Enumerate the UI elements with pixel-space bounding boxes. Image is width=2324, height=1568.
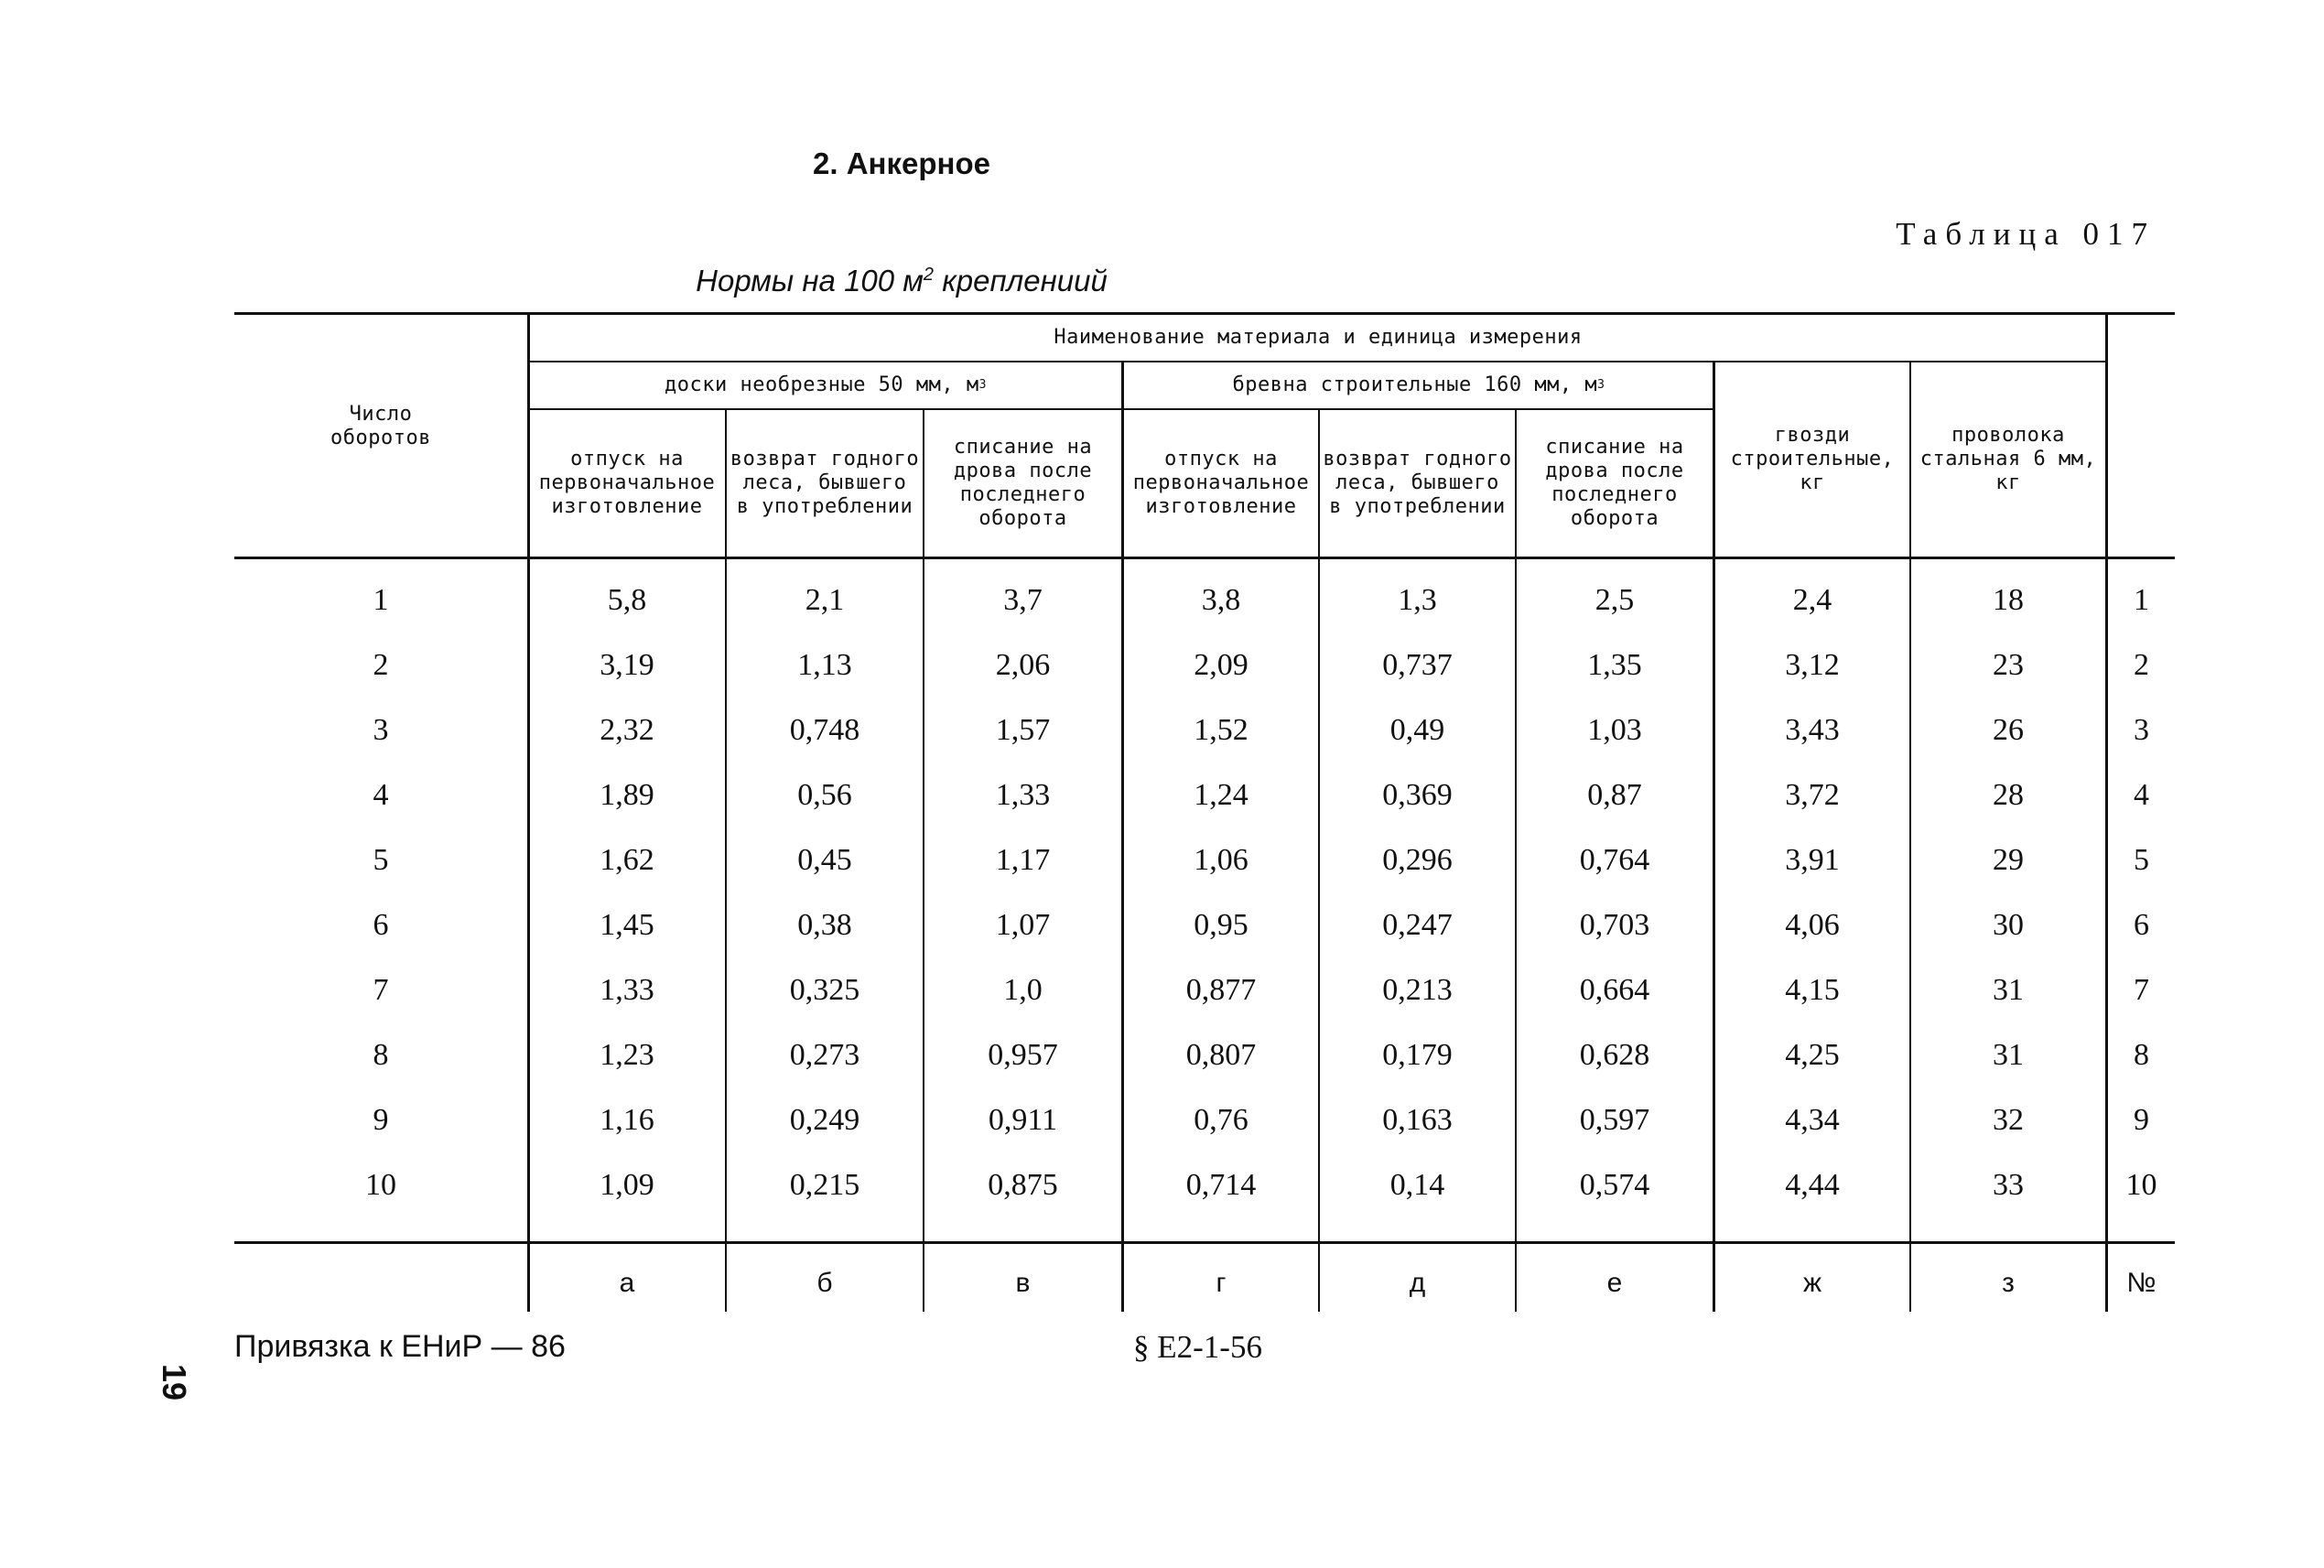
cell-a: 1,62 [600,843,654,877]
cell-zh: 3,12 [1785,648,1840,682]
cell-turns: 4 [373,778,389,812]
cell-b: 0,38 [797,908,852,942]
header-boards-group-unit: 3 [978,378,987,392]
cell-no: 1 [2134,583,2149,617]
cell-g: 0,714 [1185,1168,1257,1202]
header-col-b: возврат годного леса, бывшего в употреблении [730,448,920,518]
header-turns: Число оборотов [330,403,431,449]
cell-a: 1,45 [600,908,654,942]
cell-turns: 9 [373,1103,389,1137]
cell-z: 18 [1993,583,2024,617]
cell-no: 4 [2134,778,2149,812]
cell-no: 9 [2134,1103,2149,1137]
cell-b: 0,748 [789,713,860,747]
cell-zh: 3,43 [1785,713,1840,747]
cell-g: 0,807 [1185,1038,1257,1072]
cell-v: 2,06 [995,648,1051,682]
cell-z: 32 [1993,1103,2024,1137]
cell-turns: 8 [373,1038,389,1072]
cell-no: 6 [2134,908,2149,942]
body-bottom-rule [234,1241,2175,1244]
header-logs-group-unit: 3 [1597,378,1605,392]
header-col-zh: гвозди строительные, кг [1730,424,1895,494]
column-letter-v: в [1015,1268,1031,1298]
cell-z: 23 [1993,648,2024,682]
page-number: 19 [156,1363,193,1401]
column-letter-d: д [1409,1268,1426,1298]
header-logs-group [1123,362,1714,408]
cell-no: 8 [2134,1038,2149,1072]
cell-turns: 2 [373,648,389,682]
cell-v: 0,957 [988,1038,1058,1072]
norms-title-sup: 2 [923,265,935,285]
cell-v: 1,57 [995,713,1051,747]
cell-e: 1,35 [1587,648,1642,682]
cell-e: 2,5 [1594,583,1635,617]
cell-a: 3,19 [600,648,654,682]
cell-g: 1,52 [1194,713,1248,747]
column-letter-b: б [816,1268,833,1298]
cell-zh: 4,25 [1785,1038,1840,1072]
cell-no: 3 [2134,713,2149,747]
cell-v: 1,17 [995,843,1051,877]
cell-turns: 7 [373,973,389,1007]
cell-zh: 4,06 [1785,908,1840,942]
cell-zh: 2,4 [1792,583,1832,617]
cell-a: 1,16 [600,1103,654,1137]
cell-zh: 4,44 [1785,1168,1840,1202]
cell-z: 28 [1993,778,2024,812]
cell-v: 1,33 [995,778,1051,812]
cell-d: 0,179 [1382,1038,1453,1072]
cell-d: 0,213 [1382,973,1453,1007]
header-col-e: списание на дрова после последнего оборота [1545,436,1684,530]
cell-d: 0,296 [1382,843,1453,877]
cell-d: 0,49 [1389,713,1445,747]
cell-b: 1,13 [797,648,852,682]
header-col-z: проволока стальная 6 мм, кг [1919,424,2097,494]
norms-title [0,264,1803,298]
cell-e: 0,574 [1579,1168,1650,1202]
cell-a: 2,32 [600,713,654,747]
column-letter-g: г [1216,1268,1227,1298]
cell-turns: 10 [365,1168,396,1202]
cell-b: 0,56 [797,778,852,812]
cell-d: 1,3 [1398,583,1437,617]
cell-e: 0,87 [1587,778,1642,812]
cell-zh: 4,15 [1785,973,1840,1007]
column-letter-zh: ж [1802,1268,1822,1298]
cell-b: 0,45 [797,843,852,877]
cell-v: 1,07 [995,908,1051,942]
cell-no: 2 [2134,648,2149,682]
cell-g: 0,95 [1194,908,1248,942]
cell-z: 31 [1993,973,2024,1007]
column-letter-e: е [1606,1268,1623,1298]
cell-zh: 4,34 [1785,1103,1840,1137]
cell-no: 5 [2134,843,2149,877]
cell-d: 0,247 [1382,908,1453,942]
cell-e: 0,597 [1579,1103,1650,1137]
header-logs-group-label: бревна строительные 160 мм, м [1232,373,1598,396]
header-col-d: возврат годного леса, бывшего в употреблении [1323,448,1512,518]
cell-z: 26 [1993,713,2024,747]
cell-a: 1,09 [600,1168,654,1202]
section-reference: § Е2-1-56 [1133,1329,1262,1365]
cell-zh: 3,72 [1785,778,1840,812]
cell-a: 1,89 [600,778,654,812]
cell-no: 10 [2125,1168,2157,1202]
header-boards-group-label: доски необрезные 50 мм, м [665,373,979,396]
cell-z: 30 [1993,908,2024,942]
cell-g: 0,877 [1185,973,1257,1007]
cell-b: 0,273 [789,1038,860,1072]
cell-turns: 6 [373,908,389,942]
cell-a: 5,8 [607,583,647,617]
cell-g: 0,76 [1194,1103,1248,1137]
cell-g: 2,09 [1194,648,1248,682]
header-bottom-rule [234,557,2175,559]
cell-turns: 1 [373,583,389,617]
header-col-g: отпуск на первоначальное изготовление [1132,448,1310,518]
cell-e: 0,764 [1579,843,1650,877]
cell-g: 3,8 [1201,583,1241,617]
column-letter-z: з [2002,1268,2015,1298]
column-letter-a: а [619,1268,635,1298]
cell-z: 29 [1993,843,2024,877]
cell-no: 7 [2134,973,2149,1007]
cell-d: 0,14 [1389,1168,1445,1202]
binding-reference: Привязка к ЕНиР — 86 [234,1329,566,1364]
cell-turns: 5 [373,843,389,877]
table-label: Таблица 017 [1896,216,2156,252]
cell-z: 31 [1993,1038,2024,1072]
cell-turns: 3 [373,713,389,747]
norms-title-suffix: креплениий [934,264,1108,297]
cell-e: 0,664 [1579,973,1650,1007]
cell-a: 1,33 [600,973,654,1007]
cell-v: 1,0 [1003,973,1043,1007]
cell-v: 0,911 [988,1103,1058,1137]
cell-b: 0,325 [789,973,860,1007]
cell-g: 1,06 [1194,843,1248,877]
cell-b: 0,215 [789,1168,860,1202]
cell-v: 3,7 [1003,583,1043,617]
cell-e: 1,03 [1587,713,1642,747]
cell-a: 1,23 [600,1038,654,1072]
norms-title-prefix: Нормы на 100 м [696,264,924,297]
cell-v: 0,875 [988,1168,1058,1202]
cell-z: 33 [1993,1168,2024,1202]
cell-d: 0,163 [1382,1103,1453,1137]
column-letter-no: № [2126,1268,2156,1298]
section-title: 2. Анкерное [813,146,990,180]
cell-e: 0,628 [1579,1038,1650,1072]
header-col-v: списание на дрова после последнего оборота [953,436,1093,530]
cell-d: 0,737 [1382,648,1453,682]
cell-d: 0,369 [1382,778,1453,812]
header-col-a: отпуск на первоначальное изготовление [538,448,716,518]
cell-zh: 3,91 [1785,843,1840,877]
header-material: Наименование материала и единица измерения [1054,326,1583,349]
cell-g: 1,24 [1194,778,1248,812]
header-boards-group [529,362,1122,408]
cell-e: 0,703 [1579,908,1650,942]
cell-b: 2,1 [805,583,845,617]
cell-b: 0,249 [789,1103,860,1137]
